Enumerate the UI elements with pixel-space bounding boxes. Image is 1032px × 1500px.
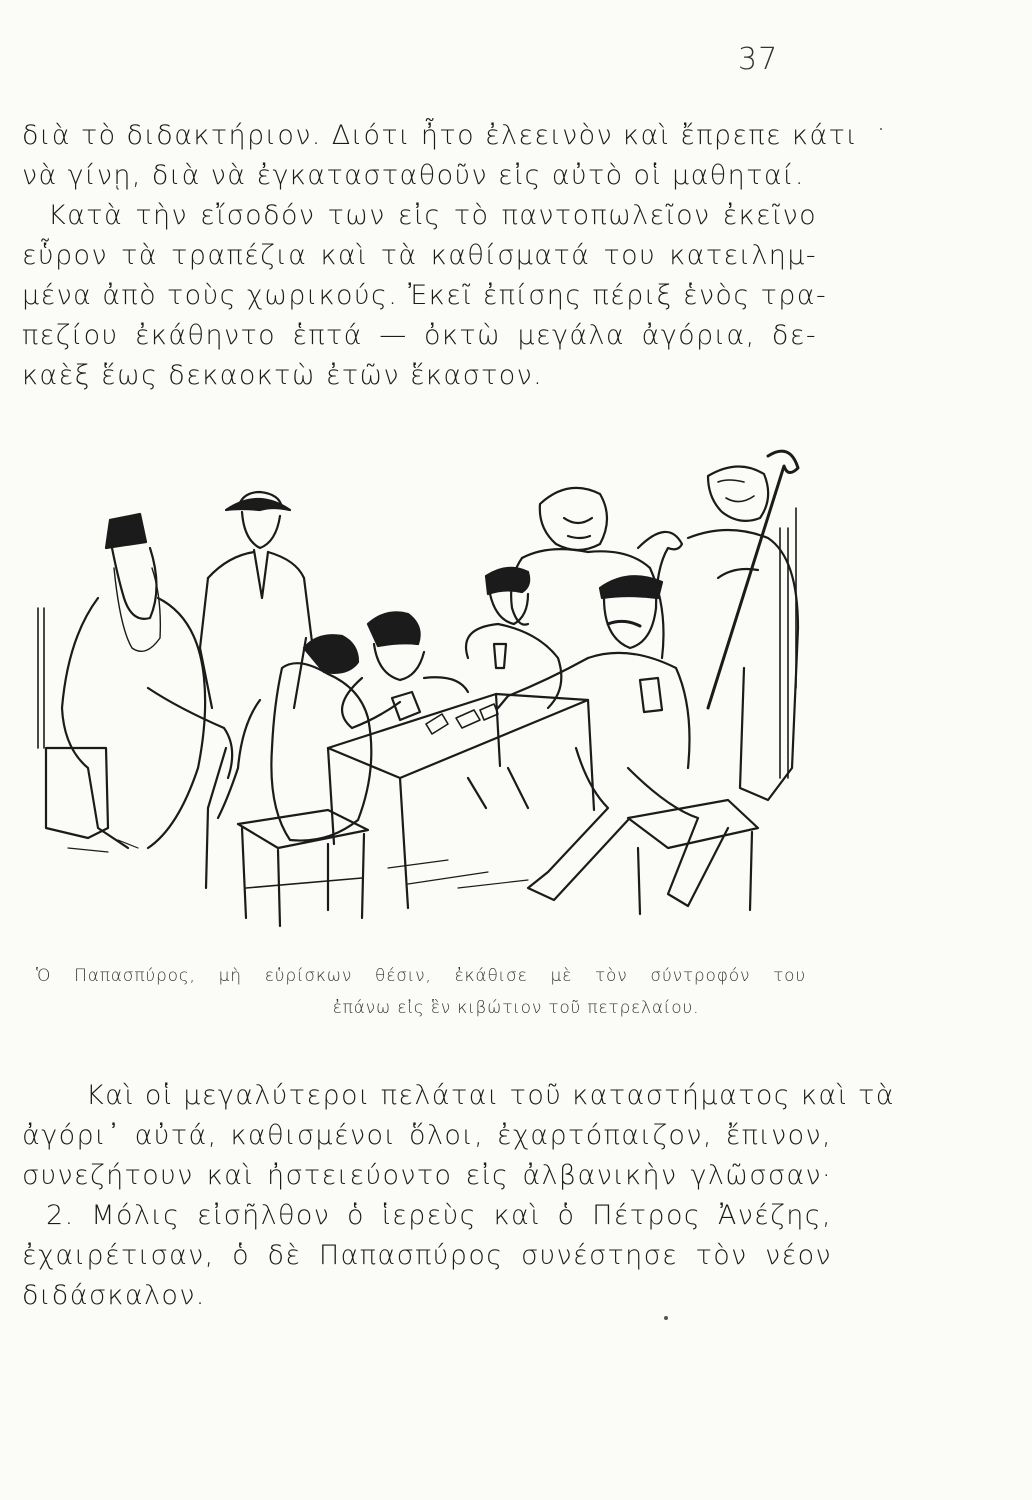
text-line: διδάσκαλον. <box>22 1280 206 1311</box>
boy-drinking-figure-icon <box>466 568 561 808</box>
caption-line: Ὁ Παπασπύρος, μὴ εὑρίσκων θέσιν, ἐκάθισε μὲ τὸν σύντροφόν του <box>36 966 806 986</box>
text-line: πεζίου ἐκάθηντο ἑπτά — ὀκτὼ μεγάλα ἀγόρια, δε- <box>22 320 817 351</box>
ink-speck-icon <box>880 128 882 130</box>
text-line: καὲξ ἕως δεκαοκτὼ ἐτῶν ἕκαστον. <box>22 360 544 391</box>
boy-from-behind-figure-icon <box>206 635 371 926</box>
man-with-cane-figure-icon <box>688 451 798 800</box>
illustration-caption <box>36 960 806 1024</box>
man-with-mustache-figure-icon <box>498 576 758 914</box>
ink-speck-icon <box>664 1316 668 1320</box>
text-line: εὗρον τὰ τραπέζια καὶ τὰ καθίσματά του κατειλημ- <box>22 240 817 271</box>
caption-line: ἐπάνω εἰς ἓν κιβώτιον τοῦ πετρελαίου. <box>332 998 700 1018</box>
text-line: 2. Μόλις εἰσῆλθον ὁ ἱερεὺς καὶ ὁ Πέτρος Ἀνέζης, <box>46 1200 832 1231</box>
text-line: διὰ τὸ διδακτήριον. Διότι ἦτο ἐλεεινὸν καὶ ἔπρεπε κάτι <box>22 120 859 151</box>
priest-figure-icon <box>46 514 232 848</box>
paragraph-2 <box>22 1076 895 1316</box>
floor-shading-icon <box>68 840 528 888</box>
text-line: Κατὰ τὴν εἴσοδόν των εἰς τὸ παντοπωλεῖον ἐκεῖνο <box>48 200 817 231</box>
text-line: μένα ἀπὸ τοὺς χωρικούς. Ἐκεῖ ἐπίσης πέριξ ἑνὸς τρα- <box>22 280 828 311</box>
text-line: Καὶ οἱ μεγαλύτεροι πελάται τοῦ καταστήματος καὶ τὰ <box>86 1080 895 1111</box>
card-players-drawing-icon <box>28 448 808 928</box>
text-line: ἐχαιρέτισαν, ὁ δὲ Παπασπύρος συνέστησε τὸν νέον <box>22 1240 832 1271</box>
page-number: 37 <box>738 42 779 77</box>
man-with-hat-figure-icon <box>200 492 314 708</box>
large-man-figure-icon <box>511 488 682 658</box>
text-line: συνεζήτουν καὶ ἠστειεύοντο εἰς ἀλβανικὴν γλῶσσαν· <box>22 1160 832 1191</box>
paragraph-1 <box>22 116 859 396</box>
text-line: νὰ γίνῃ, διὰ νὰ ἐγκατασταθοῦν εἰς αὐτὸ οἱ μαθηταί. <box>22 160 805 191</box>
boy-with-cards-figure-icon <box>342 612 468 728</box>
text-line: ἀγόρι᾿ αὐτά, καθισμένοι ὅλοι, ἐχαρτόπαιζον, ἔπινον, <box>22 1120 832 1151</box>
